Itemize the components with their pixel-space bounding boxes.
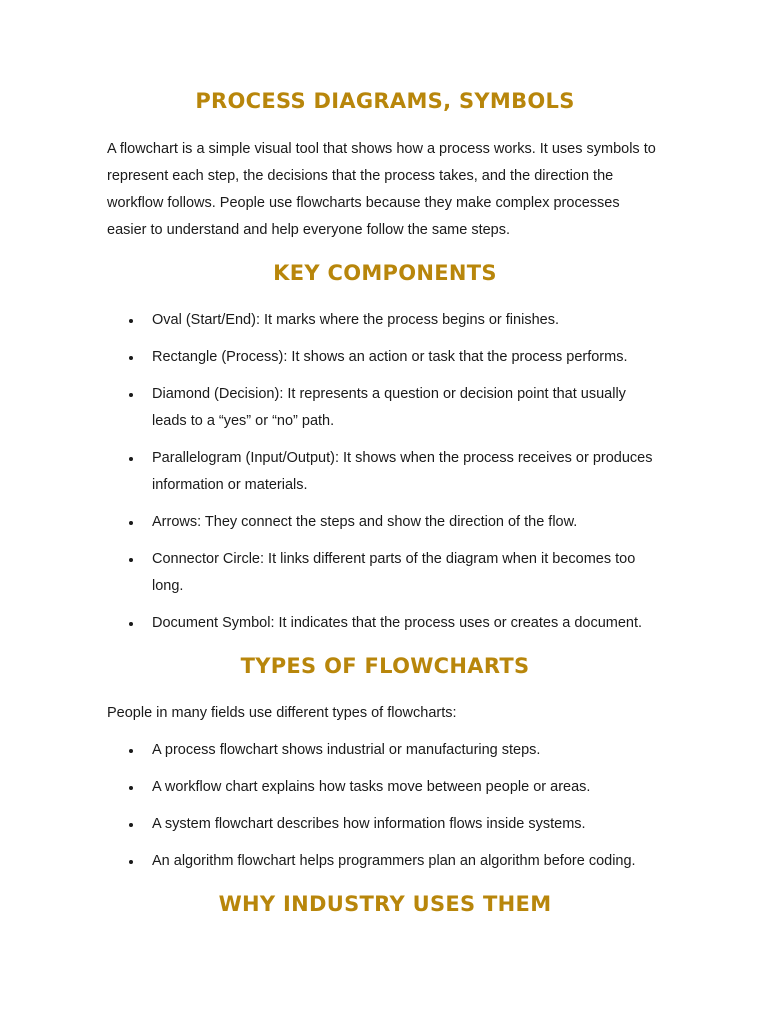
list-item-text: Connector Circle: It links different parts of the diagram when it becomes too long. bbox=[152, 551, 636, 594]
bullet-icon bbox=[129, 457, 133, 461]
key-components-list bbox=[107, 307, 663, 637]
list-item-text: Rectangle (Process): It shows an action or task that the process performs. bbox=[152, 349, 628, 365]
list-item-text: Oval (Start/End): It marks where the process begins or finishes. bbox=[152, 312, 559, 328]
list-item bbox=[107, 610, 663, 637]
bullet-icon bbox=[129, 786, 133, 790]
section-heading-key-components: KEY COMPONENTS bbox=[273, 261, 497, 285]
bullet-icon bbox=[129, 749, 133, 753]
list-item-text: An algorithm flowchart helps programmers plan an algorithm before coding. bbox=[152, 853, 636, 869]
types-intro-paragraph: People in many fields use different types of flowcharts: bbox=[107, 705, 457, 721]
intro-paragraph: A flowchart is a simple visual tool that shows how a process works. It uses symbols to represent each step, the decisions that the process takes, and the direction the workflow follows. People use flowcharts because they make complex processes easier to understand and help everyone follow the same steps. bbox=[107, 141, 656, 238]
page-title: PROCESS DIAGRAMS, SYMBOLS bbox=[195, 89, 575, 113]
list-item bbox=[107, 811, 663, 838]
list-item-text: A process flowchart shows industrial or manufacturing steps. bbox=[152, 742, 541, 758]
bullet-icon bbox=[129, 356, 133, 360]
list-item-text: A workflow chart explains how tasks move between people or areas. bbox=[152, 779, 591, 795]
list-item-text: Document Symbol: It indicates that the process uses or creates a document. bbox=[152, 615, 643, 631]
section-heading-types-of-flowcharts: TYPES OF FLOWCHARTS bbox=[240, 654, 530, 678]
bullet-icon bbox=[129, 558, 133, 562]
list-item-text: Arrows: They connect the steps and show the direction of the flow. bbox=[152, 514, 578, 530]
list-item bbox=[107, 344, 663, 371]
list-item bbox=[107, 381, 663, 435]
bullet-icon bbox=[129, 393, 133, 397]
list-item bbox=[107, 546, 663, 600]
list-item bbox=[107, 509, 663, 536]
list-item-text: Diamond (Decision): It represents a question or decision point that usually leads to a “yes” or “no” path. bbox=[152, 386, 626, 429]
list-item-text: A system flowchart describes how information flows inside systems. bbox=[152, 816, 586, 832]
list-item bbox=[107, 307, 663, 334]
document-page bbox=[107, 0, 663, 916]
flowchart-types-list bbox=[107, 737, 663, 875]
list-item bbox=[107, 774, 663, 801]
list-item bbox=[107, 848, 663, 875]
bullet-icon bbox=[129, 860, 133, 864]
bullet-icon bbox=[129, 823, 133, 827]
list-item-text: Parallelogram (Input/Output): It shows when the process receives or produces information or materials. bbox=[152, 450, 653, 493]
bullet-icon bbox=[129, 622, 133, 626]
bullet-icon bbox=[129, 521, 133, 525]
bullet-icon bbox=[129, 319, 133, 323]
list-item bbox=[107, 445, 663, 499]
list-item bbox=[107, 737, 663, 764]
section-heading-why-industry-uses-them: WHY INDUSTRY USES THEM bbox=[218, 892, 552, 916]
